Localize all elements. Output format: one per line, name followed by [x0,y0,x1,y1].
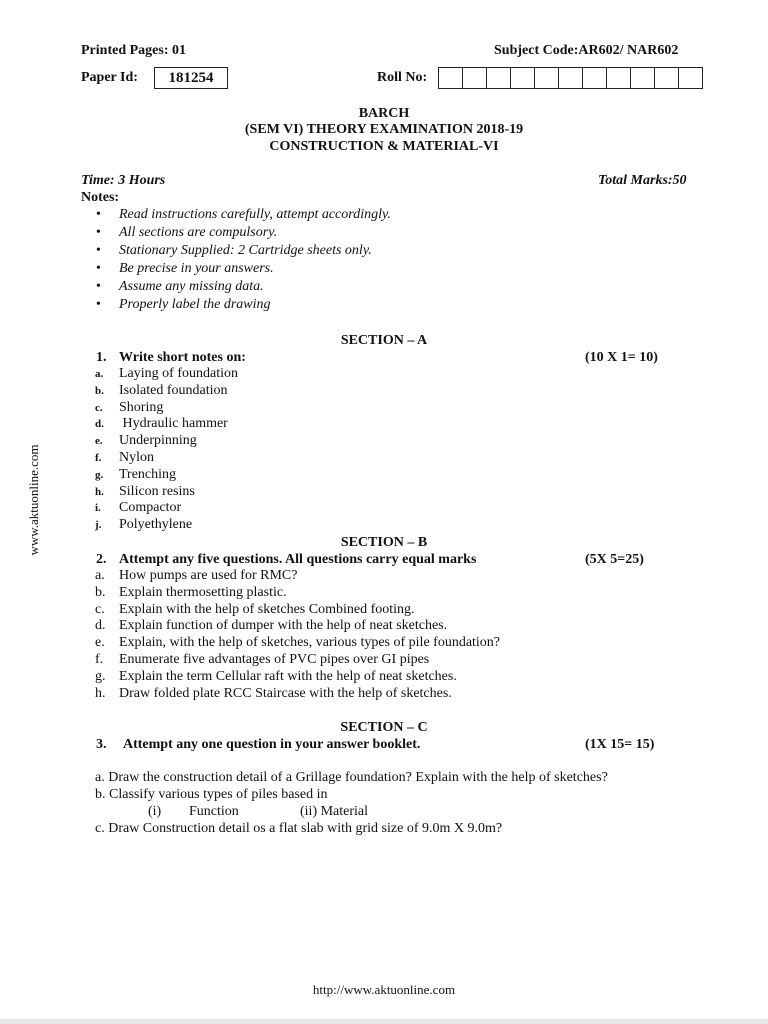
roll-digit-box[interactable] [631,68,655,88]
list-item: d. Hydraulic hammer [95,416,228,432]
question-3-text: Attempt any one question in your answer booklet. [123,737,421,752]
section-a-items [95,366,238,534]
section-b-heading: SECTION – B [340,535,428,550]
list-item: g. Trenching [95,466,177,482]
roll-digit-box[interactable] [511,68,535,88]
section-c-heading: SECTION – C [340,720,428,735]
notes-label: Notes: [81,190,120,205]
side-watermark-url: www.aktuonline.com [26,444,41,556]
roll-digit-box[interactable] [487,68,511,88]
question-3b-i-number: (i) [148,804,162,819]
list-item: b. Isolated foundation [95,382,228,398]
question-1-number: 1. [96,350,107,365]
question-3a: a. Draw the construction detail of a Grillage foundation? Explain with the help of sketches? [95,770,608,785]
roll-digit-box[interactable] [463,68,487,88]
list-item: c. Shoring [95,399,164,415]
paper-id-box: 181254 [154,67,228,89]
time-duration: Time: 3 Hours [81,173,166,188]
question-1-marks: (10 X 1= 10) [585,350,658,365]
roll-digit-box[interactable] [439,68,463,88]
list-item: h. Silicon resins [95,483,195,499]
subject-title: CONSTRUCTION & MATERIAL-VI [269,139,499,154]
question-2-number: 2. [96,552,107,567]
section-a-heading: SECTION – A [340,333,428,348]
footer-url[interactable]: http://www.aktuonline.com [312,982,456,997]
roll-no-label: Roll No: [377,70,428,85]
note-item: • Properly label the drawing [94,296,391,314]
roll-digit-box[interactable] [655,68,679,88]
subject-code: Subject Code:AR602/ NAR602 [494,43,679,58]
paper-id-label: Paper Id: [81,70,138,85]
roll-digit-box[interactable] [559,68,583,88]
page-bottom-edge [0,1019,768,1024]
roll-digit-box[interactable] [535,68,559,88]
question-2-text: Attempt any five questions. All questions carry equal marks [119,552,477,567]
section-b-items [95,568,500,702]
list-item: d. Explain function of dumper with the help of neat sketches. [95,618,448,634]
total-marks: Total Marks:50 [598,173,687,188]
question-3b-i-text: Function [189,804,239,819]
note-item: • Assume any missing data. [94,278,391,296]
list-item: b. Explain thermosetting plastic. [95,584,287,600]
question-3-number: 3. [96,737,107,752]
question-3-marks: (1X 15= 15) [585,737,655,752]
roll-digit-box[interactable] [607,68,631,88]
question-2-marks: (5X 5=25) [585,552,644,567]
notes-list [94,206,391,314]
list-item: f. Nylon [95,449,154,465]
list-item: e. Underpinning [95,433,197,449]
list-item: a. Laying of foundation [95,366,238,381]
printed-pages: Printed Pages: 01 [81,43,186,58]
list-item: h. Draw folded plate RCC Staircase with the help of sketches. [95,685,452,701]
roll-digit-box[interactable] [679,68,703,88]
question-3b: b. Classify various types of piles based in [95,787,328,802]
list-item: j. Polyethylene [95,517,193,533]
list-item: g. Explain the term Cellular raft with the help of neat sketches. [95,668,457,684]
list-item: c. Explain with the help of sketches Combined footing. [95,601,415,617]
list-item: e. Explain, with the help of sketches, various types of pile foundation? [95,635,501,651]
list-item: i. Compactor [95,500,182,516]
note-item: • Read instructions carefully, attempt accordingly. [94,206,391,224]
list-item: a. How pumps are used for RMC? [95,568,298,583]
note-item: • Be precise in your answers. [94,260,391,278]
question-3c: c. Draw Construction detail os a flat slab with grid size of 9.0m X 9.0m? [95,821,503,836]
list-item: f. Enumerate five advantages of PVC pipes over GI pipes [95,651,430,667]
roll-number-boxes[interactable] [438,67,703,89]
question-3b-ii: (ii) Material [300,804,369,819]
roll-digit-box[interactable] [583,68,607,88]
note-item: • All sections are compulsory. [94,224,391,242]
question-1-text: Write short notes on: [119,350,246,365]
exam-title: (SEM VI) THEORY EXAMINATION 2018-19 [244,122,524,137]
note-item: • Stationary Supplied: 2 Cartridge sheets only. [94,242,391,260]
course-title: BARCH [358,106,410,121]
